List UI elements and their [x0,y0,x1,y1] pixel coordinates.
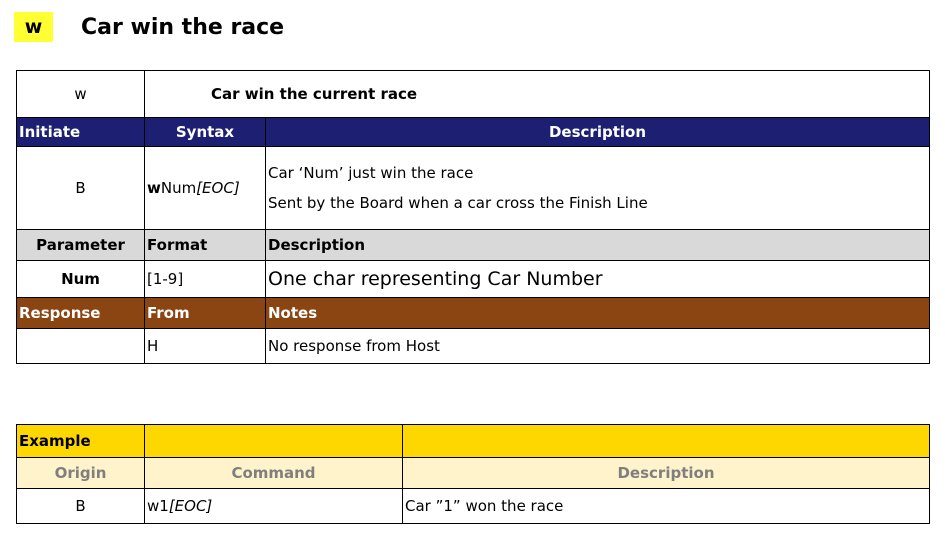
column-description: Description [403,458,930,489]
message-row [17,147,930,230]
parameter-row [17,261,930,298]
parameter-name: Num [17,261,145,298]
header-description: Description [266,118,930,147]
parameter-header-row [17,230,930,261]
response-row [17,329,930,364]
section-heading [14,12,284,42]
example-command-eoc: [EOC] [168,497,213,515]
syntax-argument: Num [160,179,197,197]
syntax-eoc: [EOC] [196,179,240,197]
command-spec-table [16,70,930,364]
response-cell [17,329,145,364]
column-command: Command [145,458,403,489]
header-parameter: Parameter [17,230,145,261]
page-title: Car win the race [81,14,285,40]
example-table [16,424,930,524]
example-header-blank [145,425,403,458]
response-notes: No response from Host [266,329,930,364]
example-row [17,489,930,524]
example-header-row [17,425,930,458]
header-response: Response [17,298,145,329]
syntax-command: w [147,179,161,197]
command-id-row [17,71,930,118]
header-notes: Notes [266,298,930,329]
example-title: Example [17,425,145,458]
response-header-row [17,298,930,329]
command-summary-cell: Car win the current race [145,71,930,118]
parameter-format: [1-9] [145,261,266,298]
parameter-description: One char representing Car Number [266,261,930,298]
command-id-cell: w [17,71,145,118]
response-from: H [145,329,266,364]
example-header-blank [403,425,930,458]
message-header-row [17,118,930,147]
description-line-2: Sent by the Board when a car cross the Finish Line [268,194,648,212]
header-format: Format [145,230,266,261]
initiator-cell: B [17,147,145,230]
syntax-cell [145,147,266,230]
example-description: Car ”1” won the race [403,489,930,524]
example-columns-row [17,458,930,489]
message-description-cell [266,147,930,230]
header-from: From [145,298,266,329]
header-param-description: Description [266,230,930,261]
example-origin: B [17,489,145,524]
example-command [145,489,403,524]
description-line-1: Car ‘Num’ just win the race [268,164,474,182]
command-badge: w [14,12,53,42]
example-command-main: w1 [147,497,169,515]
header-syntax: Syntax [145,118,266,147]
header-initiate: Initiate [17,118,145,147]
column-origin: Origin [17,458,145,489]
